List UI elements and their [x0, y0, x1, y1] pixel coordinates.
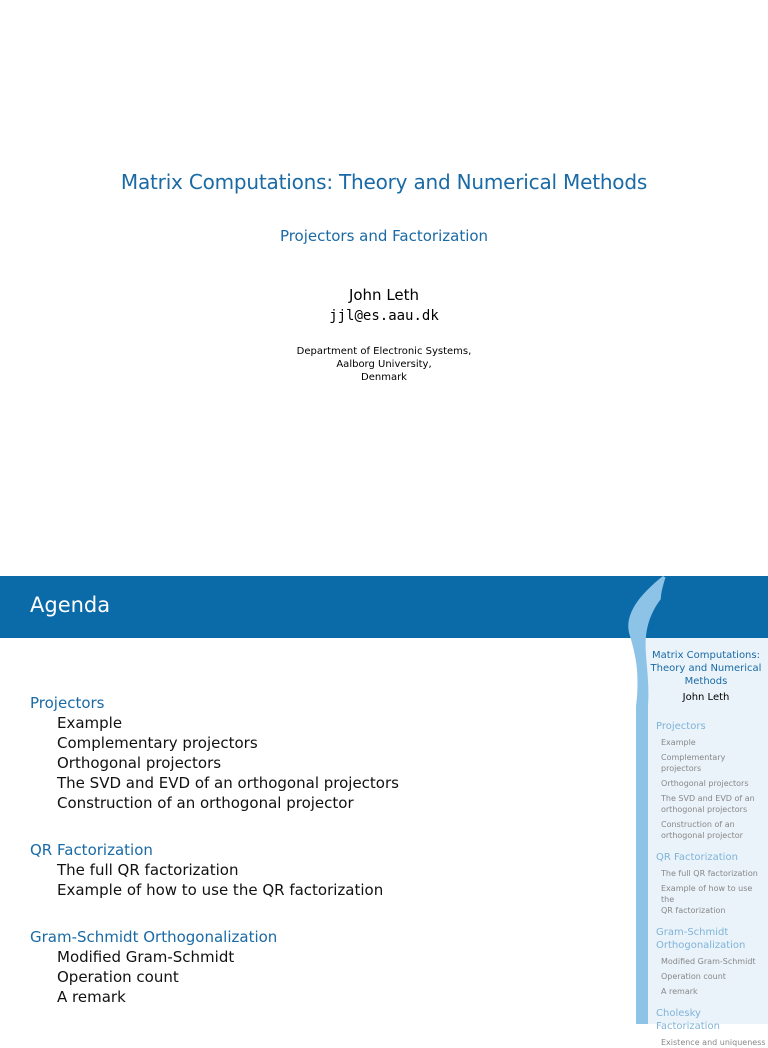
agenda-section-qr[interactable]: QR Factorization — [30, 841, 153, 859]
agenda-item[interactable]: The SVD and EVD of an orthogonal projectors — [57, 774, 399, 792]
sidebar-item[interactable]: The full QR factorization — [661, 869, 758, 878]
sidebar-author: John Leth — [682, 692, 730, 703]
sidebar-title-line: Matrix Computations: — [652, 650, 760, 661]
sidebar-section-cholesky[interactable]: Cholesky Factorization — [656, 1008, 720, 1032]
sidebar-item[interactable]: Operation count — [661, 972, 726, 981]
sidebar-section-gram-schmidt[interactable]: Gram-Schmidt Orthogonalization — [656, 927, 746, 951]
slide-heading: Agenda — [30, 593, 111, 617]
sidebar-item-line: QR factorization — [661, 906, 726, 915]
agenda-slide — [0, 576, 768, 1047]
agenda-section-gram-schmidt[interactable]: Gram-Schmidt Orthogonalization — [30, 928, 278, 946]
sidebar-item-line: Example of how to use the — [661, 884, 753, 904]
author-name: John Leth — [348, 286, 420, 304]
sidebar-navigation — [646, 649, 766, 1048]
sidebar-item[interactable] — [646, 819, 766, 841]
sidebar-item[interactable] — [646, 883, 766, 916]
affiliation-line: Department of Electronic Systems, — [296, 346, 472, 357]
presentation-subtitle: Projectors and Factorization — [279, 227, 489, 245]
sidebar-title-line: Methods — [684, 676, 728, 687]
agenda-list — [30, 693, 399, 1007]
sidebar-item[interactable]: A remark — [661, 987, 698, 996]
agenda-item[interactable]: A remark — [57, 988, 126, 1006]
agenda-item[interactable]: Operation count — [57, 968, 179, 986]
sidebar-section-qr[interactable]: QR Factorization — [656, 852, 738, 863]
affiliation-line: Aalborg University, — [336, 359, 432, 370]
agenda-item[interactable]: Orthogonal projectors — [57, 754, 222, 772]
agenda-item[interactable]: Example of how to use the QR factorization — [57, 881, 384, 899]
affiliation — [0, 345, 768, 384]
sidebar-item-line: orthogonal projector — [661, 831, 743, 840]
agenda-item[interactable]: Construction of an orthogonal projector — [57, 794, 354, 812]
sidebar-item[interactable]: Complementary projectors — [661, 753, 726, 773]
sidebar-item[interactable]: Orthogonal projectors — [661, 779, 749, 788]
author-email: jjl@es.aau.dk — [329, 308, 439, 324]
sidebar-section-projectors[interactable]: Projectors — [656, 721, 706, 732]
sidebar-title[interactable] — [646, 649, 766, 688]
agenda-item[interactable]: Example — [57, 714, 123, 732]
sidebar-item[interactable]: Example — [661, 738, 696, 747]
sidebar-item[interactable]: Existence and uniqueness — [661, 1038, 766, 1047]
sidebar-item-line: Construction of an — [661, 820, 735, 829]
sidebar-item[interactable]: Modified Gram-Schmidt — [661, 957, 756, 966]
presentation-title: Matrix Computations: Theory and Numerical Methods — [120, 170, 648, 194]
sidebar-item-line: The SVD and EVD of an — [661, 794, 755, 803]
affiliation-line: Denmark — [361, 372, 407, 383]
agenda-section-projectors[interactable]: Projectors — [30, 694, 105, 712]
sidebar-item[interactable] — [646, 793, 766, 815]
sidebar-item-line: orthogonal projectors — [661, 805, 748, 814]
sidebar-title-line: Theory and Numerical — [650, 663, 762, 674]
agenda-item[interactable]: Complementary projectors — [57, 734, 258, 752]
agenda-item[interactable]: The full QR factorization — [57, 861, 239, 879]
agenda-item[interactable]: Modified Gram-Schmidt — [57, 948, 235, 966]
